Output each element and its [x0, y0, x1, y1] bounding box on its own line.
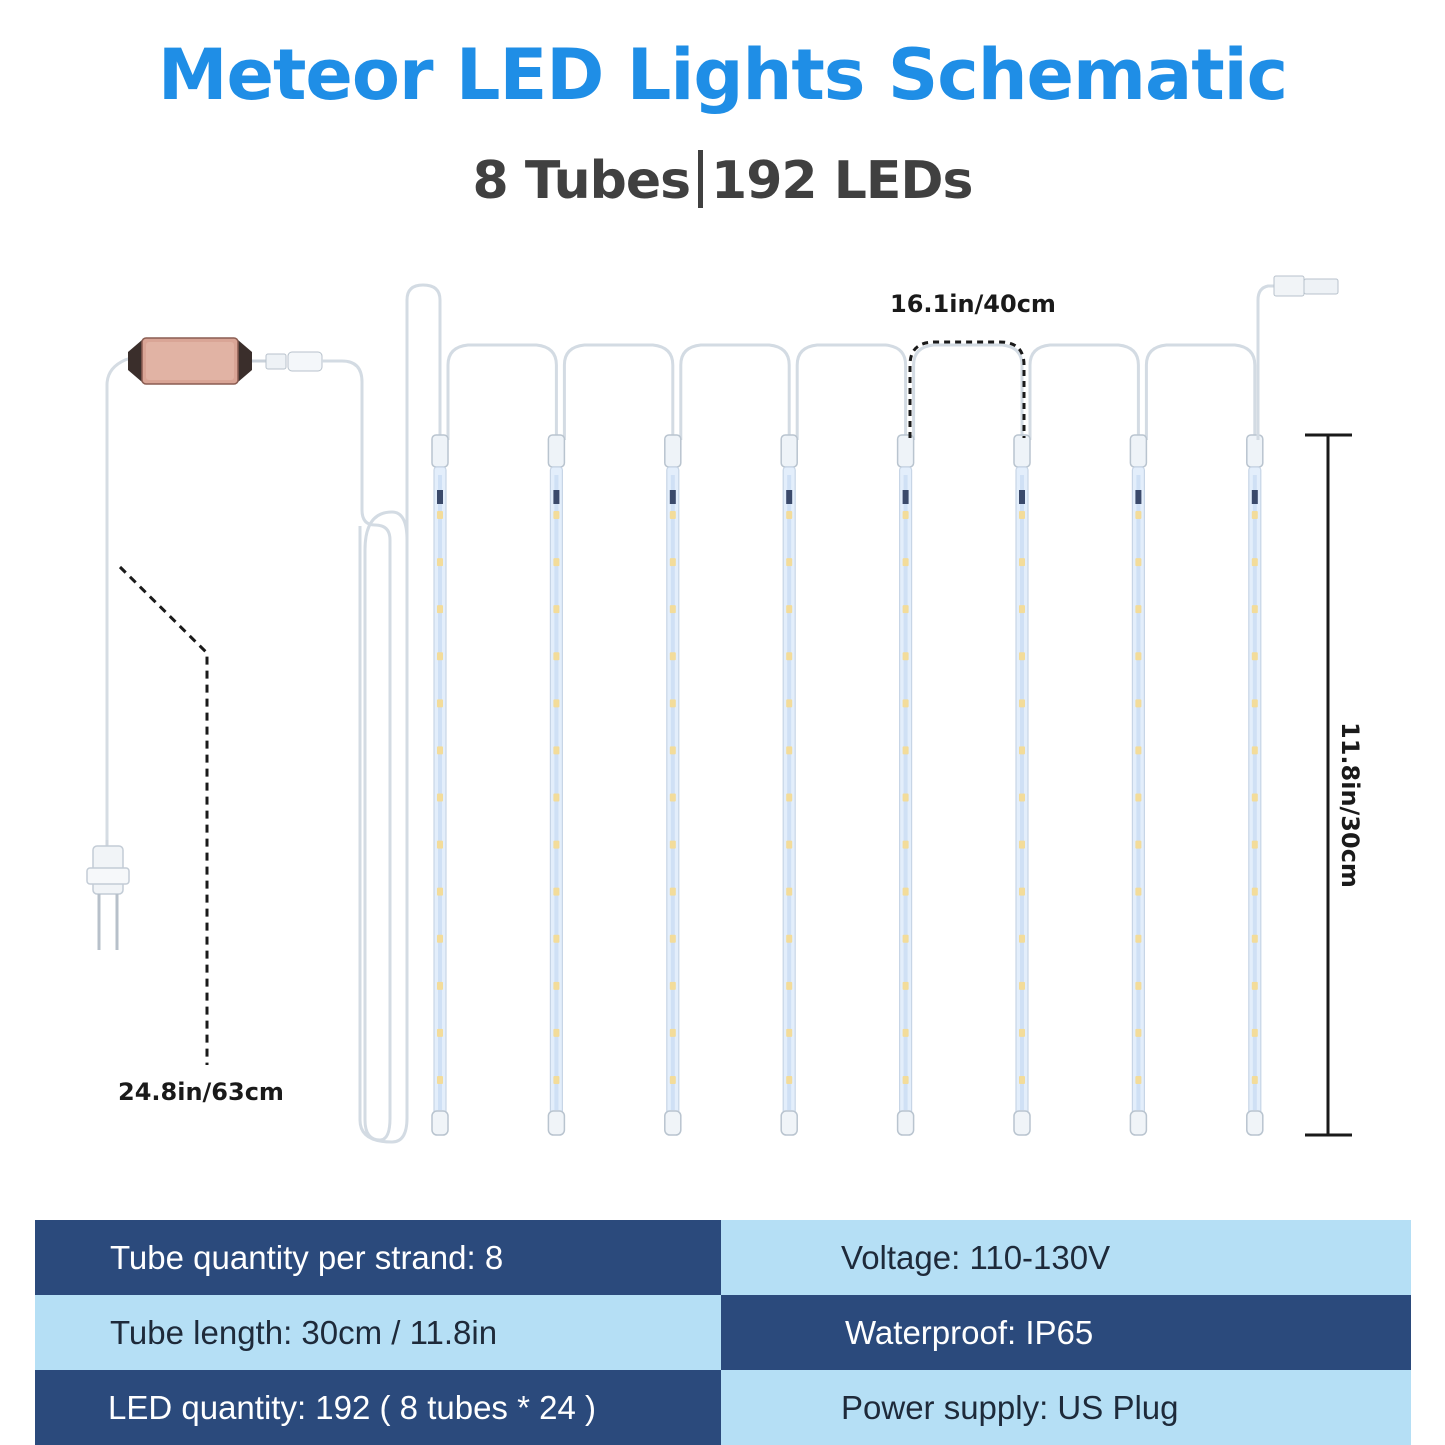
tube-top-connector — [432, 435, 448, 467]
plug-cable — [107, 356, 137, 840]
tube-count-text: 8 Tubes — [472, 151, 691, 211]
tubes-group — [432, 345, 1263, 1135]
led-dot — [553, 841, 559, 849]
led-dot — [670, 699, 676, 707]
tube-end-cap — [1130, 1111, 1146, 1135]
us-plug-icon — [87, 840, 129, 950]
tube-top-connector — [1014, 435, 1030, 467]
led-dot — [553, 935, 559, 943]
led-dot — [1135, 841, 1141, 849]
led-dot — [670, 982, 676, 990]
led-dot — [437, 652, 443, 660]
led-dot — [670, 746, 676, 754]
led-dot — [903, 605, 909, 613]
led-dot — [1252, 841, 1258, 849]
tube-connecting-wire — [681, 345, 789, 440]
spec-led-quantity: LED quantity: 192 ( 8 tubes * 24 ) — [35, 1370, 721, 1445]
tube-end-cap — [548, 1111, 564, 1135]
spec-power-supply: Power supply: US Plug — [721, 1370, 1411, 1445]
led-dot — [437, 794, 443, 802]
control-chip — [553, 490, 559, 504]
led-dot — [786, 841, 792, 849]
led-dot — [553, 982, 559, 990]
control-chip — [670, 490, 676, 504]
control-chip — [1252, 490, 1258, 504]
led-dot — [786, 888, 792, 896]
led-dot — [1019, 558, 1025, 566]
led-dot — [553, 888, 559, 896]
control-chip — [1135, 490, 1141, 504]
led-dot — [437, 1076, 443, 1084]
led-dot — [670, 888, 676, 896]
led-dot — [1019, 746, 1025, 754]
tube-connecting-wire — [914, 345, 1022, 440]
spec-voltage: Voltage: 110-130V — [721, 1220, 1411, 1295]
control-chip — [786, 490, 792, 504]
tube-end-cap — [665, 1111, 681, 1135]
led-dot — [903, 746, 909, 754]
tube-end-cap — [432, 1111, 448, 1135]
led-dot — [1252, 1076, 1258, 1084]
led-dot — [437, 699, 443, 707]
led-dot — [670, 935, 676, 943]
led-dot — [1019, 1076, 1025, 1084]
tube-end-cap — [781, 1111, 797, 1135]
led-dot — [1135, 888, 1141, 896]
led-dot — [437, 841, 443, 849]
page-subtitle — [0, 150, 1445, 211]
led-dot — [1252, 699, 1258, 707]
led-dot — [1252, 935, 1258, 943]
led-dot — [903, 511, 909, 519]
led-dot — [1252, 1029, 1258, 1037]
tube-end-cap — [1014, 1111, 1030, 1135]
led-dot — [786, 605, 792, 613]
specs-table — [35, 1220, 1411, 1445]
led-dot — [903, 794, 909, 802]
led-dot — [1135, 1076, 1141, 1084]
led-dot — [553, 794, 559, 802]
led-dot — [1019, 794, 1025, 802]
led-dot — [670, 605, 676, 613]
led-dot — [903, 652, 909, 660]
led-dot — [1019, 511, 1025, 519]
tube-connecting-wire — [1030, 345, 1138, 440]
led-count-text: 192 LEDs — [711, 151, 973, 211]
led-dot — [670, 841, 676, 849]
led-dot — [1135, 982, 1141, 990]
led-dot — [1019, 652, 1025, 660]
led-dot — [1135, 699, 1141, 707]
led-dot — [903, 558, 909, 566]
led-dot — [553, 1076, 559, 1084]
led-dot — [1019, 699, 1025, 707]
spec-tube-quantity: Tube quantity per strand: 8 — [35, 1220, 721, 1295]
led-dot — [670, 558, 676, 566]
lead-cable — [322, 361, 407, 1142]
led-dot — [786, 1076, 792, 1084]
spacing-label: 16.1in/40cm — [890, 290, 1056, 318]
led-dot — [903, 982, 909, 990]
led-dot — [670, 1076, 676, 1084]
tube-top-connector — [781, 435, 797, 467]
led-dot — [1135, 511, 1141, 519]
led-dot — [786, 794, 792, 802]
end-connector — [1258, 276, 1338, 440]
led-dot — [1135, 794, 1141, 802]
tube-connecting-wire — [797, 345, 905, 440]
tube-connecting-wire — [448, 345, 556, 440]
led-dot — [1019, 605, 1025, 613]
led-dot — [1135, 652, 1141, 660]
led-dot — [553, 605, 559, 613]
led-dot — [1019, 888, 1025, 896]
led-dot — [437, 888, 443, 896]
led-dot — [670, 794, 676, 802]
controller-box — [128, 338, 252, 384]
led-dot — [1252, 652, 1258, 660]
schematic-diagram — [0, 260, 1445, 1180]
led-dot — [437, 1029, 443, 1037]
led-dot — [553, 746, 559, 754]
led-dot — [1252, 558, 1258, 566]
led-dot — [786, 699, 792, 707]
led-dot — [1019, 982, 1025, 990]
tube-length-label: 11.8in/30cm — [1336, 722, 1364, 888]
tube-end-cap — [898, 1111, 914, 1135]
led-dot — [786, 935, 792, 943]
led-dot — [1019, 841, 1025, 849]
led-dot — [1252, 794, 1258, 802]
control-chip — [437, 490, 443, 504]
led-dot — [1252, 746, 1258, 754]
lead-cable-length-label: 24.8in/63cm — [118, 1078, 284, 1106]
tube-top-connector — [1130, 435, 1146, 467]
tube-connecting-wire — [564, 345, 672, 440]
led-dot — [903, 935, 909, 943]
led-dot — [1019, 935, 1025, 943]
led-dot — [553, 511, 559, 519]
tube-end-cap — [1247, 1111, 1263, 1135]
tube-top-connector — [1247, 435, 1263, 467]
led-dot — [670, 511, 676, 519]
led-dot — [786, 1029, 792, 1037]
led-dot — [1135, 935, 1141, 943]
spec-waterproof: Waterproof: IP65 — [721, 1295, 1411, 1370]
led-dot — [553, 558, 559, 566]
led-dot — [437, 605, 443, 613]
led-dot — [437, 982, 443, 990]
led-dot — [553, 699, 559, 707]
led-dot — [437, 511, 443, 519]
control-chip — [903, 490, 909, 504]
led-dot — [553, 1029, 559, 1037]
led-dot — [1135, 746, 1141, 754]
led-dot — [437, 746, 443, 754]
tube-top-connector — [548, 435, 564, 467]
led-dot — [1252, 605, 1258, 613]
spec-tube-length: Tube length: 30cm / 11.8in — [35, 1295, 721, 1370]
led-dot — [670, 652, 676, 660]
led-dot — [437, 935, 443, 943]
led-dot — [786, 652, 792, 660]
led-dot — [903, 1076, 909, 1084]
tube-connecting-wire — [1146, 345, 1254, 440]
led-dot — [1252, 888, 1258, 896]
led-dot — [903, 699, 909, 707]
led-dot — [786, 558, 792, 566]
subtitle-divider — [698, 150, 703, 208]
led-dot — [903, 1029, 909, 1037]
led-dot — [786, 982, 792, 990]
page-title: Meteor LED Lights Schematic — [157, 34, 1288, 116]
tube-top-connector — [665, 435, 681, 467]
led-dot — [553, 652, 559, 660]
led-dot — [1019, 1029, 1025, 1037]
tube-top-connector — [898, 435, 914, 467]
led-dot — [786, 511, 792, 519]
led-dot — [1252, 982, 1258, 990]
led-dot — [903, 888, 909, 896]
controller-connector — [252, 352, 322, 371]
led-dot — [903, 841, 909, 849]
led-dot — [1135, 605, 1141, 613]
led-dot — [1135, 558, 1141, 566]
control-chip — [1019, 490, 1025, 504]
tube-length-dimension — [1305, 435, 1364, 1135]
led-dot — [1252, 511, 1258, 519]
led-dot — [437, 558, 443, 566]
led-dot — [786, 746, 792, 754]
led-dot — [670, 1029, 676, 1037]
led-dot — [1135, 1029, 1141, 1037]
lead-cable-dimension — [118, 567, 284, 1106]
